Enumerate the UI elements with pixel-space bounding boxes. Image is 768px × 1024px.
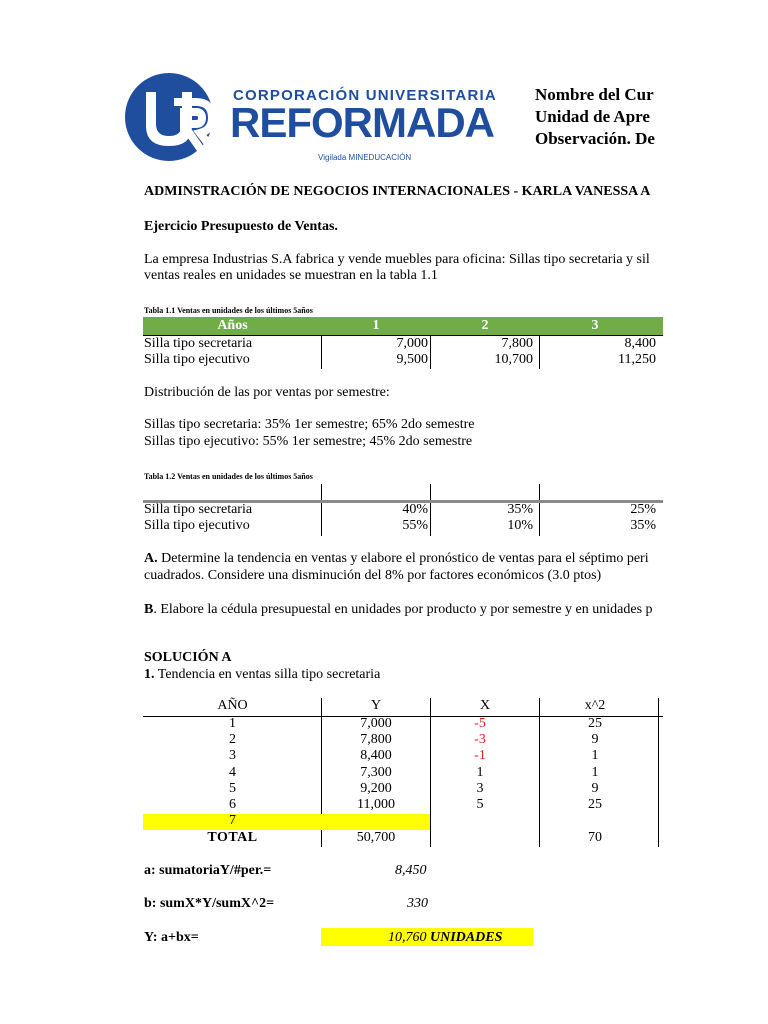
result-y-value bbox=[388, 930, 502, 946]
document-title: ADMINSTRACIÓN DE NEGOCIOS INTERNACIONALES - KARLA VANESSA A bbox=[144, 184, 651, 199]
question-b-text: . Elabore la cédula presupuestal en unidades por producto y por semestre y en unidades p bbox=[153, 602, 653, 617]
result-b-label: b: sumX*Y/sumX^2= bbox=[144, 896, 275, 911]
header-observation: Observación. De bbox=[535, 129, 655, 148]
solution-sub-number: 1. bbox=[144, 667, 155, 682]
x2-cell: 1 bbox=[591, 748, 599, 763]
forecast-unit: UNIDADES bbox=[430, 930, 503, 945]
question-a-text-2: cuadrados. Considere una disminución del 8% por factores económicos (3.0 ptos) bbox=[144, 568, 602, 583]
x-cell: 3 bbox=[476, 781, 484, 796]
year-cell: 2 bbox=[229, 732, 236, 747]
logo-text-vigilada: Vigilada MINEDUCACIÓN bbox=[318, 153, 412, 162]
result-a-label: a: sumatoriaY/#per.= bbox=[144, 863, 272, 878]
x2-cell: 1 bbox=[591, 765, 599, 780]
result-a-value: 8,450 bbox=[395, 863, 427, 878]
year-cell: 6 bbox=[229, 797, 236, 812]
table1-header-3: 3 bbox=[591, 318, 599, 333]
forecast-value: 10,760 bbox=[388, 930, 427, 945]
y-cell: 7,000 bbox=[360, 716, 392, 731]
logo-text-corporacion: CORPORACIÓN UNIVERSITARIA bbox=[233, 87, 497, 104]
table2-row-label: Silla tipo ejecutivo bbox=[144, 518, 250, 533]
question-a-letter: A. bbox=[144, 551, 158, 566]
solution-header-x2: x^2 bbox=[584, 698, 606, 713]
x2-cell: 9 bbox=[591, 732, 599, 747]
question-a bbox=[144, 551, 649, 567]
year-cell: 4 bbox=[229, 765, 236, 780]
table1-row-label: Silla tipo ejecutivo bbox=[144, 352, 250, 367]
year-cell: 7 bbox=[229, 813, 236, 828]
year-cell: 3 bbox=[229, 748, 236, 763]
exercise-title: Ejercicio Presupuesto de Ventas. bbox=[144, 219, 338, 234]
table2-cell: 35% bbox=[507, 502, 533, 517]
y-cell: 11,000 bbox=[357, 797, 395, 812]
header-course-name: Nombre del Cur bbox=[535, 85, 654, 104]
table1-cell: 9,500 bbox=[396, 352, 428, 367]
table1-header-2: 2 bbox=[481, 318, 489, 333]
table2-cell: 25% bbox=[630, 502, 656, 517]
table1-caption: Tabla 1.1 Ventas en unidades de los últimos 5años bbox=[144, 306, 313, 315]
header-learning-unit: Unidad de Apre bbox=[535, 107, 650, 126]
table2-cell: 40% bbox=[402, 502, 428, 517]
table1-cell: 11,250 bbox=[618, 352, 656, 367]
y-cell: 7,800 bbox=[360, 732, 392, 747]
table2-row-label: Silla tipo secretaria bbox=[144, 502, 253, 517]
table2-cell: 55% bbox=[402, 518, 428, 533]
logo-text-reformada: REFORMADA bbox=[230, 99, 494, 146]
distribution-heading: Distribución de las por ventas por semestre: bbox=[144, 385, 390, 400]
intro-line-2: ventas reales en unidades se muestran en la tabla 1.1 bbox=[144, 268, 438, 283]
distribution-line-1: Sillas tipo secretaria: 35% 1er semestre; 65% 2do semestre bbox=[144, 417, 475, 432]
total-x2: 70 bbox=[588, 830, 602, 845]
table1-header-1: 1 bbox=[372, 318, 380, 333]
question-a-text: Determine la tendencia en ventas y elabore el pronóstico de ventas para el séptimo peri bbox=[157, 551, 649, 566]
year-cell: 1 bbox=[229, 716, 236, 731]
total-label: TOTAL bbox=[207, 830, 258, 845]
x-cell: -3 bbox=[474, 732, 486, 747]
table1-cell: 7,800 bbox=[501, 336, 533, 351]
x-cell: 1 bbox=[476, 765, 484, 780]
y-cell: 9,200 bbox=[360, 781, 392, 796]
question-b bbox=[144, 602, 653, 618]
solution-sub-text: Tendencia en ventas silla tipo secretaria bbox=[154, 667, 381, 682]
x2-cell: 9 bbox=[591, 781, 599, 796]
solution-heading: SOLUCIÓN A bbox=[144, 650, 232, 665]
table2-cell: 35% bbox=[630, 518, 656, 533]
year-cell: 5 bbox=[229, 781, 236, 796]
result-y-label: Y: a+bx= bbox=[144, 930, 199, 945]
x-cell: 5 bbox=[476, 797, 484, 812]
solution-header-x: X bbox=[479, 698, 491, 713]
x-cell: -1 bbox=[474, 748, 486, 763]
intro-line-1: La empresa Industrias S.A fabrica y vende muebles para oficina: Sillas tipo secretaria y sil bbox=[144, 252, 650, 267]
table2-caption: Tabla 1.2 Ventas en unidades de los últimos 5años bbox=[144, 472, 313, 481]
solution-header-y: Y bbox=[370, 698, 382, 713]
y-cell: 8,400 bbox=[360, 748, 392, 763]
question-b-letter: B bbox=[144, 602, 154, 617]
total-y: 50,700 bbox=[356, 830, 396, 845]
x-cell: -5 bbox=[474, 716, 486, 731]
table1-cell: 7,000 bbox=[396, 336, 428, 351]
solution-header-ano: AÑO bbox=[217, 698, 248, 713]
result-b-value: 330 bbox=[407, 896, 428, 911]
x2-cell: 25 bbox=[588, 716, 602, 731]
ur-logo-icon bbox=[124, 72, 220, 162]
table1-cell: 10,700 bbox=[494, 352, 533, 367]
table1-cell: 8,400 bbox=[624, 336, 656, 351]
x2-cell: 25 bbox=[588, 797, 602, 812]
table1-header-anos: Años bbox=[217, 318, 248, 333]
table2-cell: 10% bbox=[507, 518, 533, 533]
table1-row-label: Silla tipo secretaria bbox=[144, 336, 253, 351]
y-cell: 7,300 bbox=[360, 765, 392, 780]
solution-subheading bbox=[144, 667, 380, 683]
distribution-line-2: Sillas tipo ejecutivo: 55% 1er semestre; 45% 2do semestre bbox=[144, 434, 473, 449]
